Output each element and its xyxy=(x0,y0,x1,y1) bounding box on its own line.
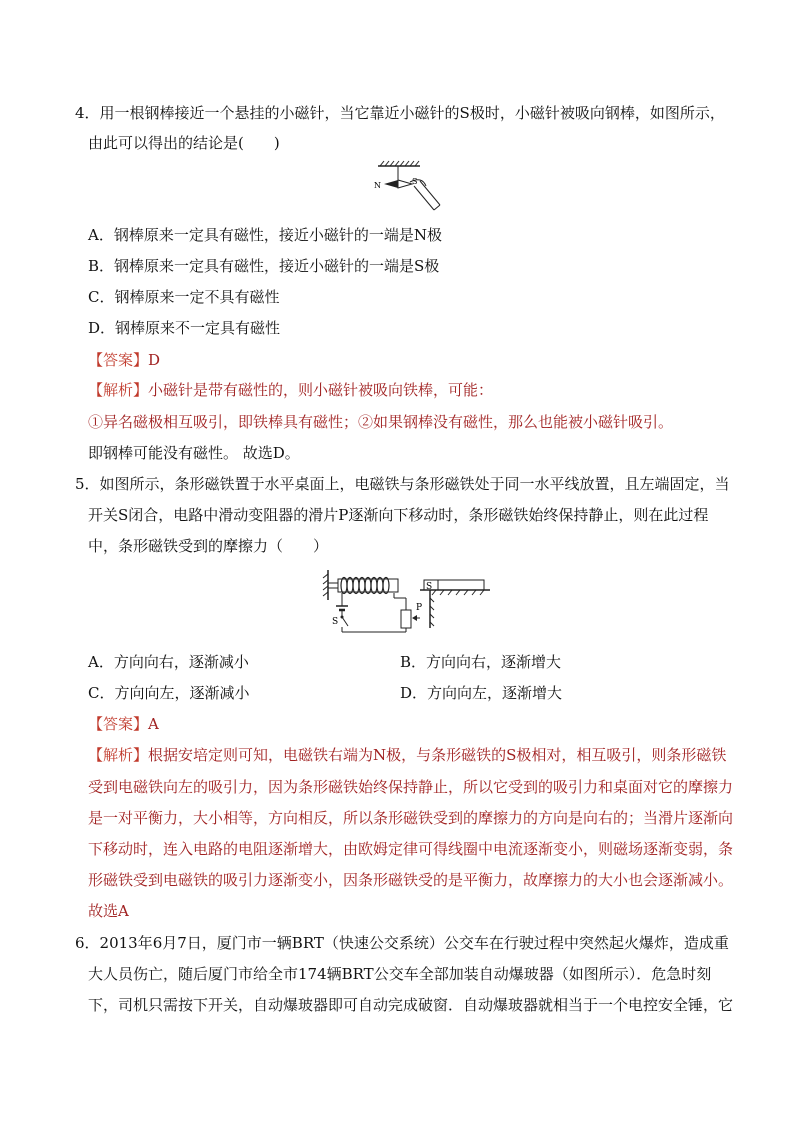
q5-option-a: A．方向向右，逐渐减小 xyxy=(88,653,249,671)
q4-stem-line-2: 由此可以得出的结论是( ) xyxy=(88,134,280,152)
q5-analysis-line-5: 形磁铁受到电磁铁的吸引力逐渐变小，因条形磁铁受的是平衡力，故摩擦力的大小也会逐渐减小。 xyxy=(88,871,734,889)
q4-analysis-tag: 【解析】 xyxy=(88,381,149,399)
q5-answer xyxy=(88,714,159,734)
q5-answer-value: A xyxy=(148,715,159,733)
q5-analysis-line-6: 故选A xyxy=(88,902,129,920)
q5-stem-line-3: 中，条形磁铁受到的摩擦力（ ） xyxy=(88,537,329,555)
q4-analysis-line-3: 即钢棒可能没有磁性。 故选D。 xyxy=(88,444,300,462)
q4-figure-compass-steel-bar xyxy=(368,160,442,216)
q5-figure-label-s-magnet: S xyxy=(426,582,433,592)
q4-answer-tag: 【答案】 xyxy=(88,351,149,369)
q6-stem-line-3: 下，司机只需按下开关，自动爆玻器即可自动完成破窗．自动爆玻器就相当于一个电控安全锤，它 xyxy=(88,996,734,1014)
q4-option-a: A．钢棒原来一定具有磁性，接近小磁针的一端是N极 xyxy=(88,226,442,244)
q4-figure-label-s: S xyxy=(412,177,418,186)
q4-answer-value: D xyxy=(148,351,161,369)
q4-figure-label-n: N xyxy=(374,181,381,190)
q5-figure-label-s-switch: S xyxy=(332,617,339,627)
q4-stem-line-1: 4．用一根钢棒接近一个悬挂的小磁针，当它靠近小磁针的S极时，小磁针被吸向钢棒，如图所示， xyxy=(75,104,725,122)
q5-figure-label-p: P xyxy=(416,603,423,613)
q5-analysis-line-2: 受到电磁铁向左的吸引力，因为条形磁铁始终保持静止，所以它受到的吸引力和桌面对它的摩擦力 xyxy=(88,778,734,796)
q5-option-d: D．方向向左，逐渐增大 xyxy=(400,684,563,702)
q4-analysis-line-1 xyxy=(88,380,493,400)
q5-figure-electromagnet-circuit xyxy=(320,566,492,636)
q5-stem-line-2: 开关S闭合，电路中滑动变阻器的滑片P逐渐向下移动时，条形磁铁始终保持静止，则在此过程 xyxy=(88,506,709,524)
q5-option-c: C．方向向左，逐渐减小 xyxy=(88,684,250,702)
q5-analysis-line-4: 下移动时，连入电路的电阻逐渐增大，由欧姆定律可得线圈中电流逐渐变小，则磁场逐渐变弱，条 xyxy=(88,840,734,858)
q5-stem-line-1: 5．如图所示，条形磁铁置于水平桌面上，电磁铁与条形磁铁处于同一水平线放置，且左端固定，当 xyxy=(75,475,730,493)
q4-analysis-line-2: ①异名磁极相互吸引，即铁棒具有磁性；②如果钢棒没有磁性，那么也能被小磁针吸引。 xyxy=(88,413,674,431)
q5-option-b: B．方向向右，逐渐增大 xyxy=(400,653,562,671)
q4-option-b: B．钢棒原来一定具有磁性，接近小磁针的一端是S极 xyxy=(88,257,440,275)
q4-answer xyxy=(88,350,160,370)
q4-option-c: C．钢棒原来一定不具有磁性 xyxy=(88,288,280,306)
q5-analysis-text-1: 根据安培定则可知，电磁铁右端为N极，与条形磁铁的S极相对，相互吸引，则条形磁铁 xyxy=(148,746,727,764)
q4-analysis-text-1: 小磁针是带有磁性的，则小磁针被吸向铁棒，可能： xyxy=(148,381,494,399)
q4-option-d: D．钢棒原来不一定具有磁性 xyxy=(88,319,281,337)
q5-analysis-line-1 xyxy=(88,745,726,765)
q6-stem-line-1: 6．2013年6月7日，厦门市一辆BRT（快速公交系统）公交车在行驶过程中突然起火爆炸，造成重 xyxy=(75,934,729,952)
q6-stem-line-2: 大人员伤亡，随后厦门市给全市174辆BRT公交车全部加装自动爆玻器（如图所示）．危急时刻 xyxy=(88,965,712,983)
q5-analysis-tag: 【解析】 xyxy=(88,746,149,764)
q5-analysis-line-3: 是一对平衡力，大小相等，方向相反，所以条形磁铁受到的摩擦力的方向是向右的；当滑片逐渐向 xyxy=(88,809,734,827)
q5-answer-tag: 【答案】 xyxy=(88,715,149,733)
